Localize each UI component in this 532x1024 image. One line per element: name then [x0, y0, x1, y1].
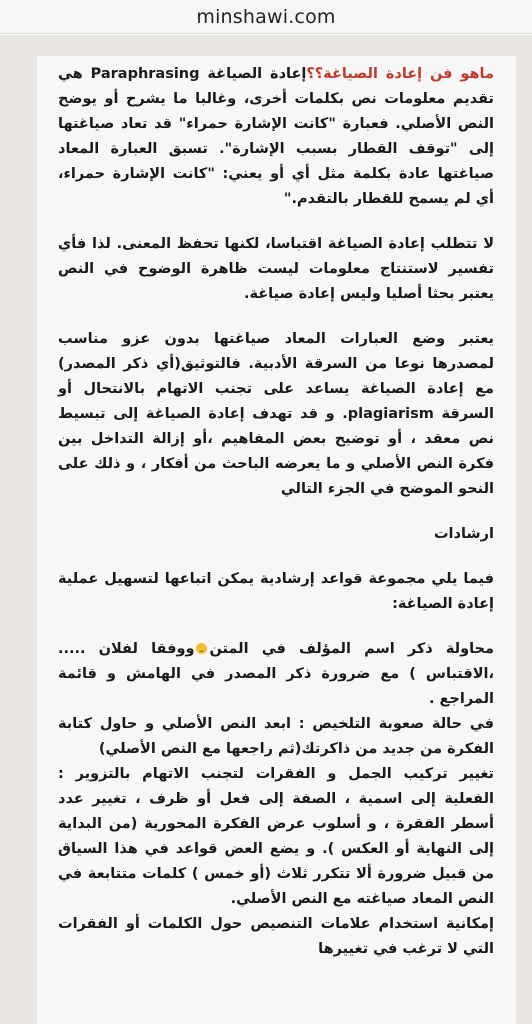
definition-text: هي تقديم معلومات نص بكلمات أخرى، وغالبا ما يشرح أو يوضح النص الأصلي. فعبارة "كانت الإشارة حمراء" قد تعاد صياغتها إلى "توقف القطار بسبب الإشارة". تسبق العبارة المعاد صياغتها عادة بكلمة مثل أي أو يعني: "كانت الإشارة حمراء، أي لم يسمح للقطار بالتقدم." [58, 66, 494, 207]
url-text: minshawi.com [196, 5, 336, 28]
plagiarism-text-1: يعتبر وضع العبارات المعاد صياغتها بدون عزو مناسب لمصدرها نوعا من السرقة الأدبية. فالتوثيق(أي ذكر المصدر) مع إعادة الصياغة يساعد على تجنب الاتهام بالانتحال أو السرقة [58, 331, 494, 422]
paragraph-meaning: لا تتطلب إعادة الصياغة اقتباسا، لكنها تحفظ المعنى. لذا فأي تفسير لاستنتاج معلومات ليست ظاهرة الوضوح في النص يعتبر بحثا أصليا وليس إعادة صياغة. [58, 236, 494, 302]
article-heading: ماهو فن إعادة الصياغة؟؟ [306, 66, 494, 82]
guideline-author-name [58, 637, 494, 712]
guideline-1a: محاولة ذكر اسم المؤلف في المتن [209, 641, 494, 657]
paragraph-guidelines-intro: فيما يلي مجموعة قواعد إرشادية يمكن اتباعها لتسهيل عملية إعادة الصياغة: [58, 571, 494, 612]
term-plagiarism: plagiarism [347, 406, 434, 422]
guideline-quotes: إمكانية استخدام علامات التنصيص حول الكلمات أو الفقرات التي لا ترغب في تغييرها [58, 916, 494, 957]
plagiarism-text-2: . و قد تهدف إعادة الصياغة إلى تبسيط نص معقد ، أو توضيح بعض المفاهيم ،أو إزالة التداخل بين فكرة النص الأصلي و ما يعرضه الباحث من أفكار ، و ذلك على النحو الموضح في الجزء التالي [58, 406, 494, 497]
page-background [0, 35, 532, 1024]
browser-url-bar[interactable] [0, 0, 532, 34]
term-arabic: إعادة الصياغة [207, 66, 307, 82]
section-heading-guidelines: ارشادات [433, 526, 494, 542]
guideline-1b: ووفقا لفلان ..... ،الاقتباس ) مع ضرورة ذكر المصدر في الهامش و قائمة المراجع . [58, 641, 494, 707]
smiley-emoji-icon [196, 643, 207, 654]
article-content [58, 62, 494, 962]
guideline-summarize: في حالة صعوبة التلخيص : ابعد النص الأصلي و حاول كتابة الفكرة من جديد من ذاكرتك(ثم راجعها مع النص الأصلي) [58, 716, 494, 757]
article-card [37, 56, 516, 1024]
paragraph-definition [58, 62, 494, 212]
guideline-restructure: تغيير تركيب الجمل و الفقرات لتجنب الاتهام بالتزوير : الفعلية إلى اسمية ، الصفة إلى فعل أو ظرف ، تغيير عدد أسطر الفقرة ، و أسلوب عرض الفكرة المحورية (من البداية إلى النهاية أو العكس ). و يضع العض قواعد في هذا السياق من قبيل ضرورة ألا تتكرر ثلاث (أو خمس ) كلمات متتابعة في النص المعاد صياغته مع النص الأصلي. [58, 766, 494, 907]
paragraph-plagiarism [58, 327, 494, 502]
term-english: Paraphrasing [90, 66, 200, 82]
